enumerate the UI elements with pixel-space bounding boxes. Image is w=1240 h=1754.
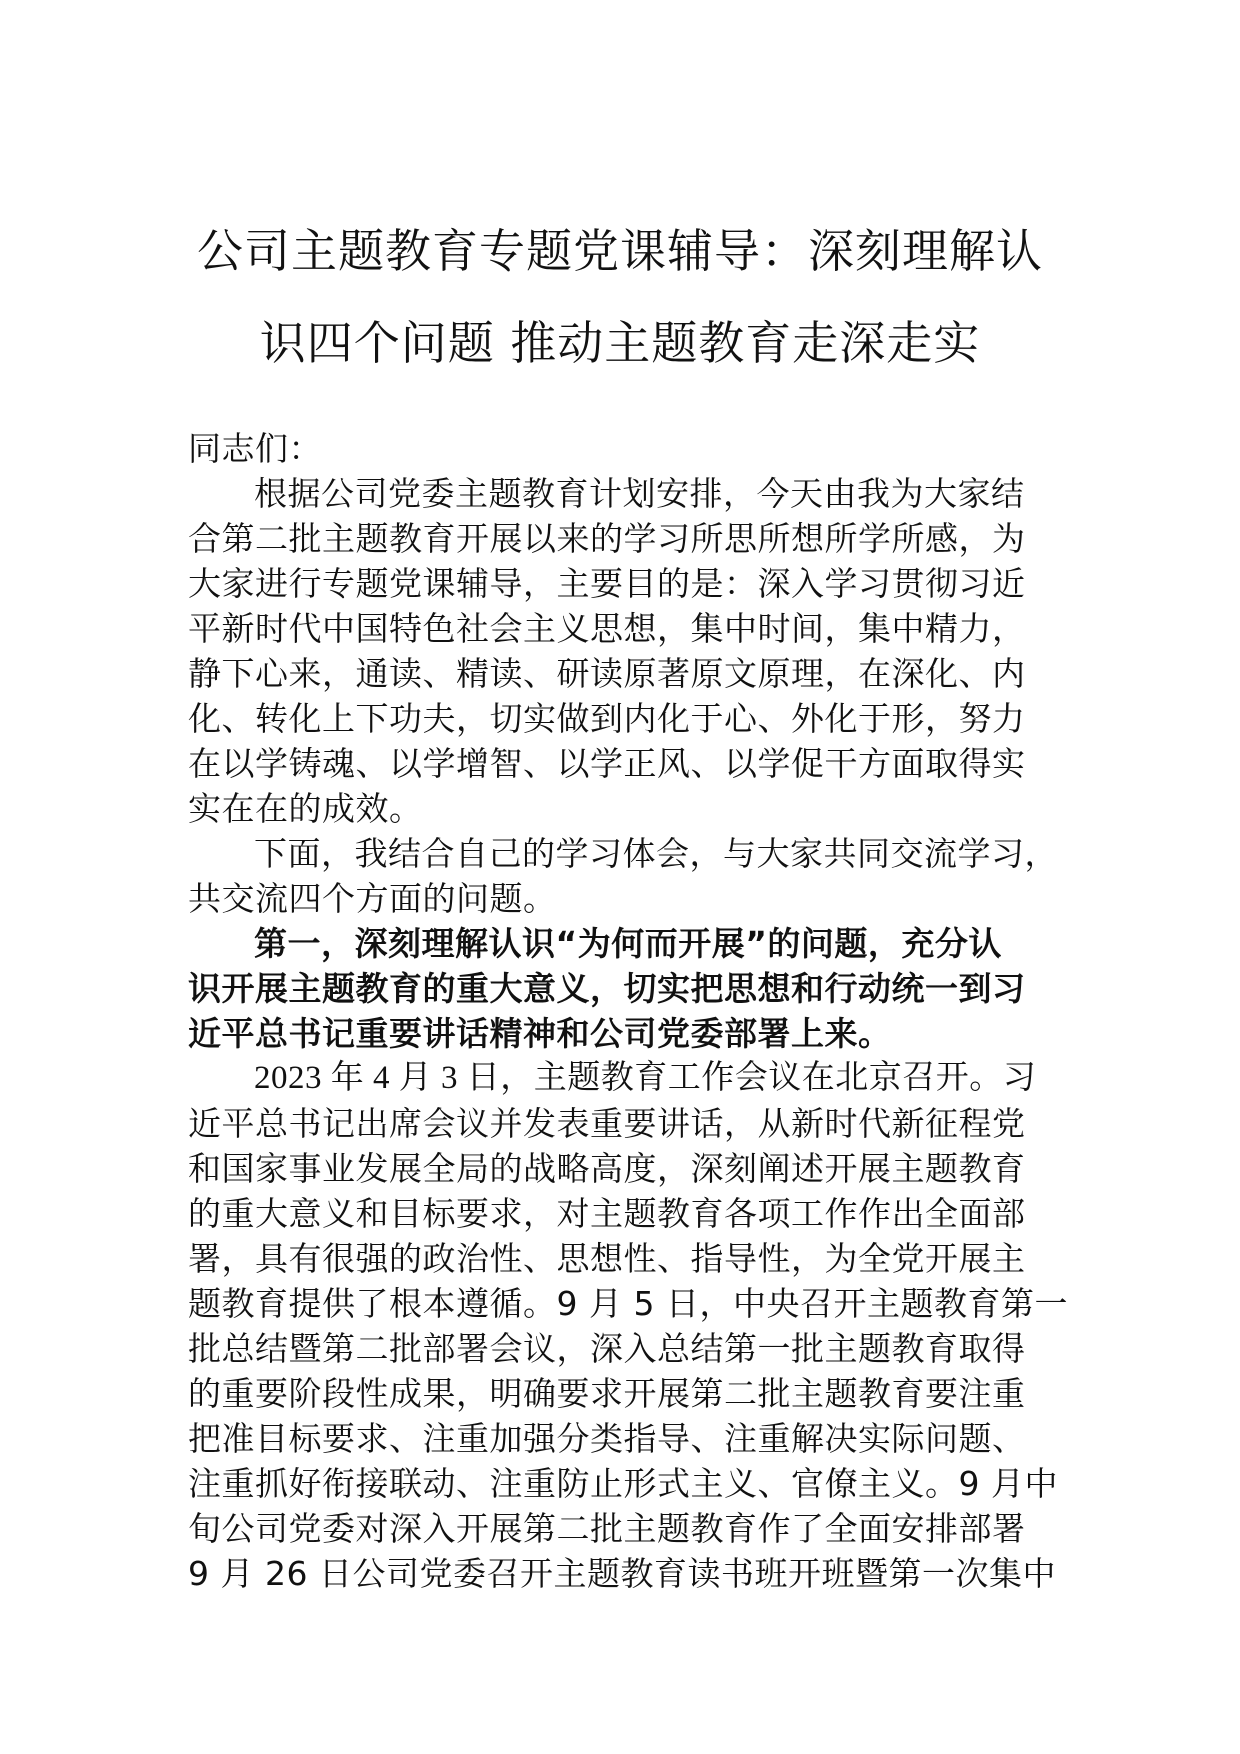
title-line: 公司主题教育专题党课辅导：深刻理解认 <box>197 224 1043 278</box>
document-body <box>188 426 1068 1596</box>
paragraph-line: 和国家事业发展全局的战略高度，深刻阐述开展主题教育 <box>188 1149 1026 1188</box>
paragraph-overview <box>188 831 1060 921</box>
paragraph-line: 署，具有很强的政治性、思想性、指导性，为全党开展主 <box>188 1239 1026 1278</box>
paragraph-line: 在以学铸魂、以学增智、以学正风、以学促干方面取得实 <box>188 744 1026 783</box>
title-line: 识四个问题 推动主题教育走深走实 <box>259 316 981 370</box>
paragraph-line: 批总结暨第二批部署会议，深入总结第一批主题教育取得 <box>188 1329 1026 1368</box>
heading-line: 识开展主题教育的重大意义，切实把思想和行动统一到习 <box>188 969 1026 1008</box>
paragraph-line: 的重大意义和目标要求，对主题教育各项工作作出全面部 <box>188 1194 1026 1233</box>
paragraph-line: 2023 年 4 月 3 日，主题教育工作会议在北京召开。习 <box>254 1060 1037 1096</box>
paragraph-line: 题教育提供了根本遵循。9 月 5 日，中央召开主题教育第一 <box>188 1284 1068 1323</box>
paragraph-line: 注重抓好衔接联动、注重防止形式主义、官僚主义。9 月中 <box>188 1464 1058 1503</box>
paragraph-line: 平新时代中国特色社会主义思想，集中时间，集中精力， <box>188 609 1026 648</box>
document-title <box>150 205 1090 389</box>
paragraph-line: 的重要阶段性成果，明确要求开展第二批主题教育要注重 <box>188 1374 1026 1413</box>
section-heading-1 <box>188 921 1060 1056</box>
paragraph-line: 静下心来，通读、精读、研读原著原文原理，在深化、内 <box>188 654 1026 693</box>
salutation: 同志们： <box>188 429 322 468</box>
paragraph-line: 共交流四个方面的问题。 <box>188 879 557 918</box>
paragraph-section-1 <box>188 1056 1068 1596</box>
paragraph-intro <box>188 471 1060 831</box>
paragraph-line: 把准目标要求、注重加强分类指导、注重解决实际问题、 <box>188 1419 1026 1458</box>
paragraph-line: 旬公司党委对深入开展第二批主题教育作了全面安排部署 <box>188 1509 1026 1548</box>
paragraph-line: 近平总书记出席会议并发表重要讲话，从新时代新征程党 <box>188 1104 1026 1143</box>
paragraph-line: 大家进行专题党课辅导，主要目的是：深入学习贯彻习近 <box>188 564 1026 603</box>
paragraph-line: 合第二批主题教育开展以来的学习所思所想所学所感，为 <box>188 519 1026 558</box>
paragraph-line: 下面，我结合自己的学习体会，与大家共同交流学习， <box>254 834 1058 873</box>
paragraph-line: 化、转化上下功夫，切实做到内化于心、外化于形，努力 <box>188 699 1026 738</box>
paragraph-line: 实在在的成效。 <box>188 789 423 828</box>
heading-line: 第一，深刻理解认识“为何而开展”的问题，充分认 <box>254 924 1002 963</box>
paragraph-line: 9 月 26 日公司党委召开主题教育读书班开班暨第一次集中 <box>188 1554 1056 1593</box>
heading-line: 近平总书记重要讲话精神和公司党委部署上来。 <box>188 1014 892 1053</box>
paragraph-line: 根据公司党委主题教育计划安排，今天由我为大家结 <box>254 474 1025 513</box>
